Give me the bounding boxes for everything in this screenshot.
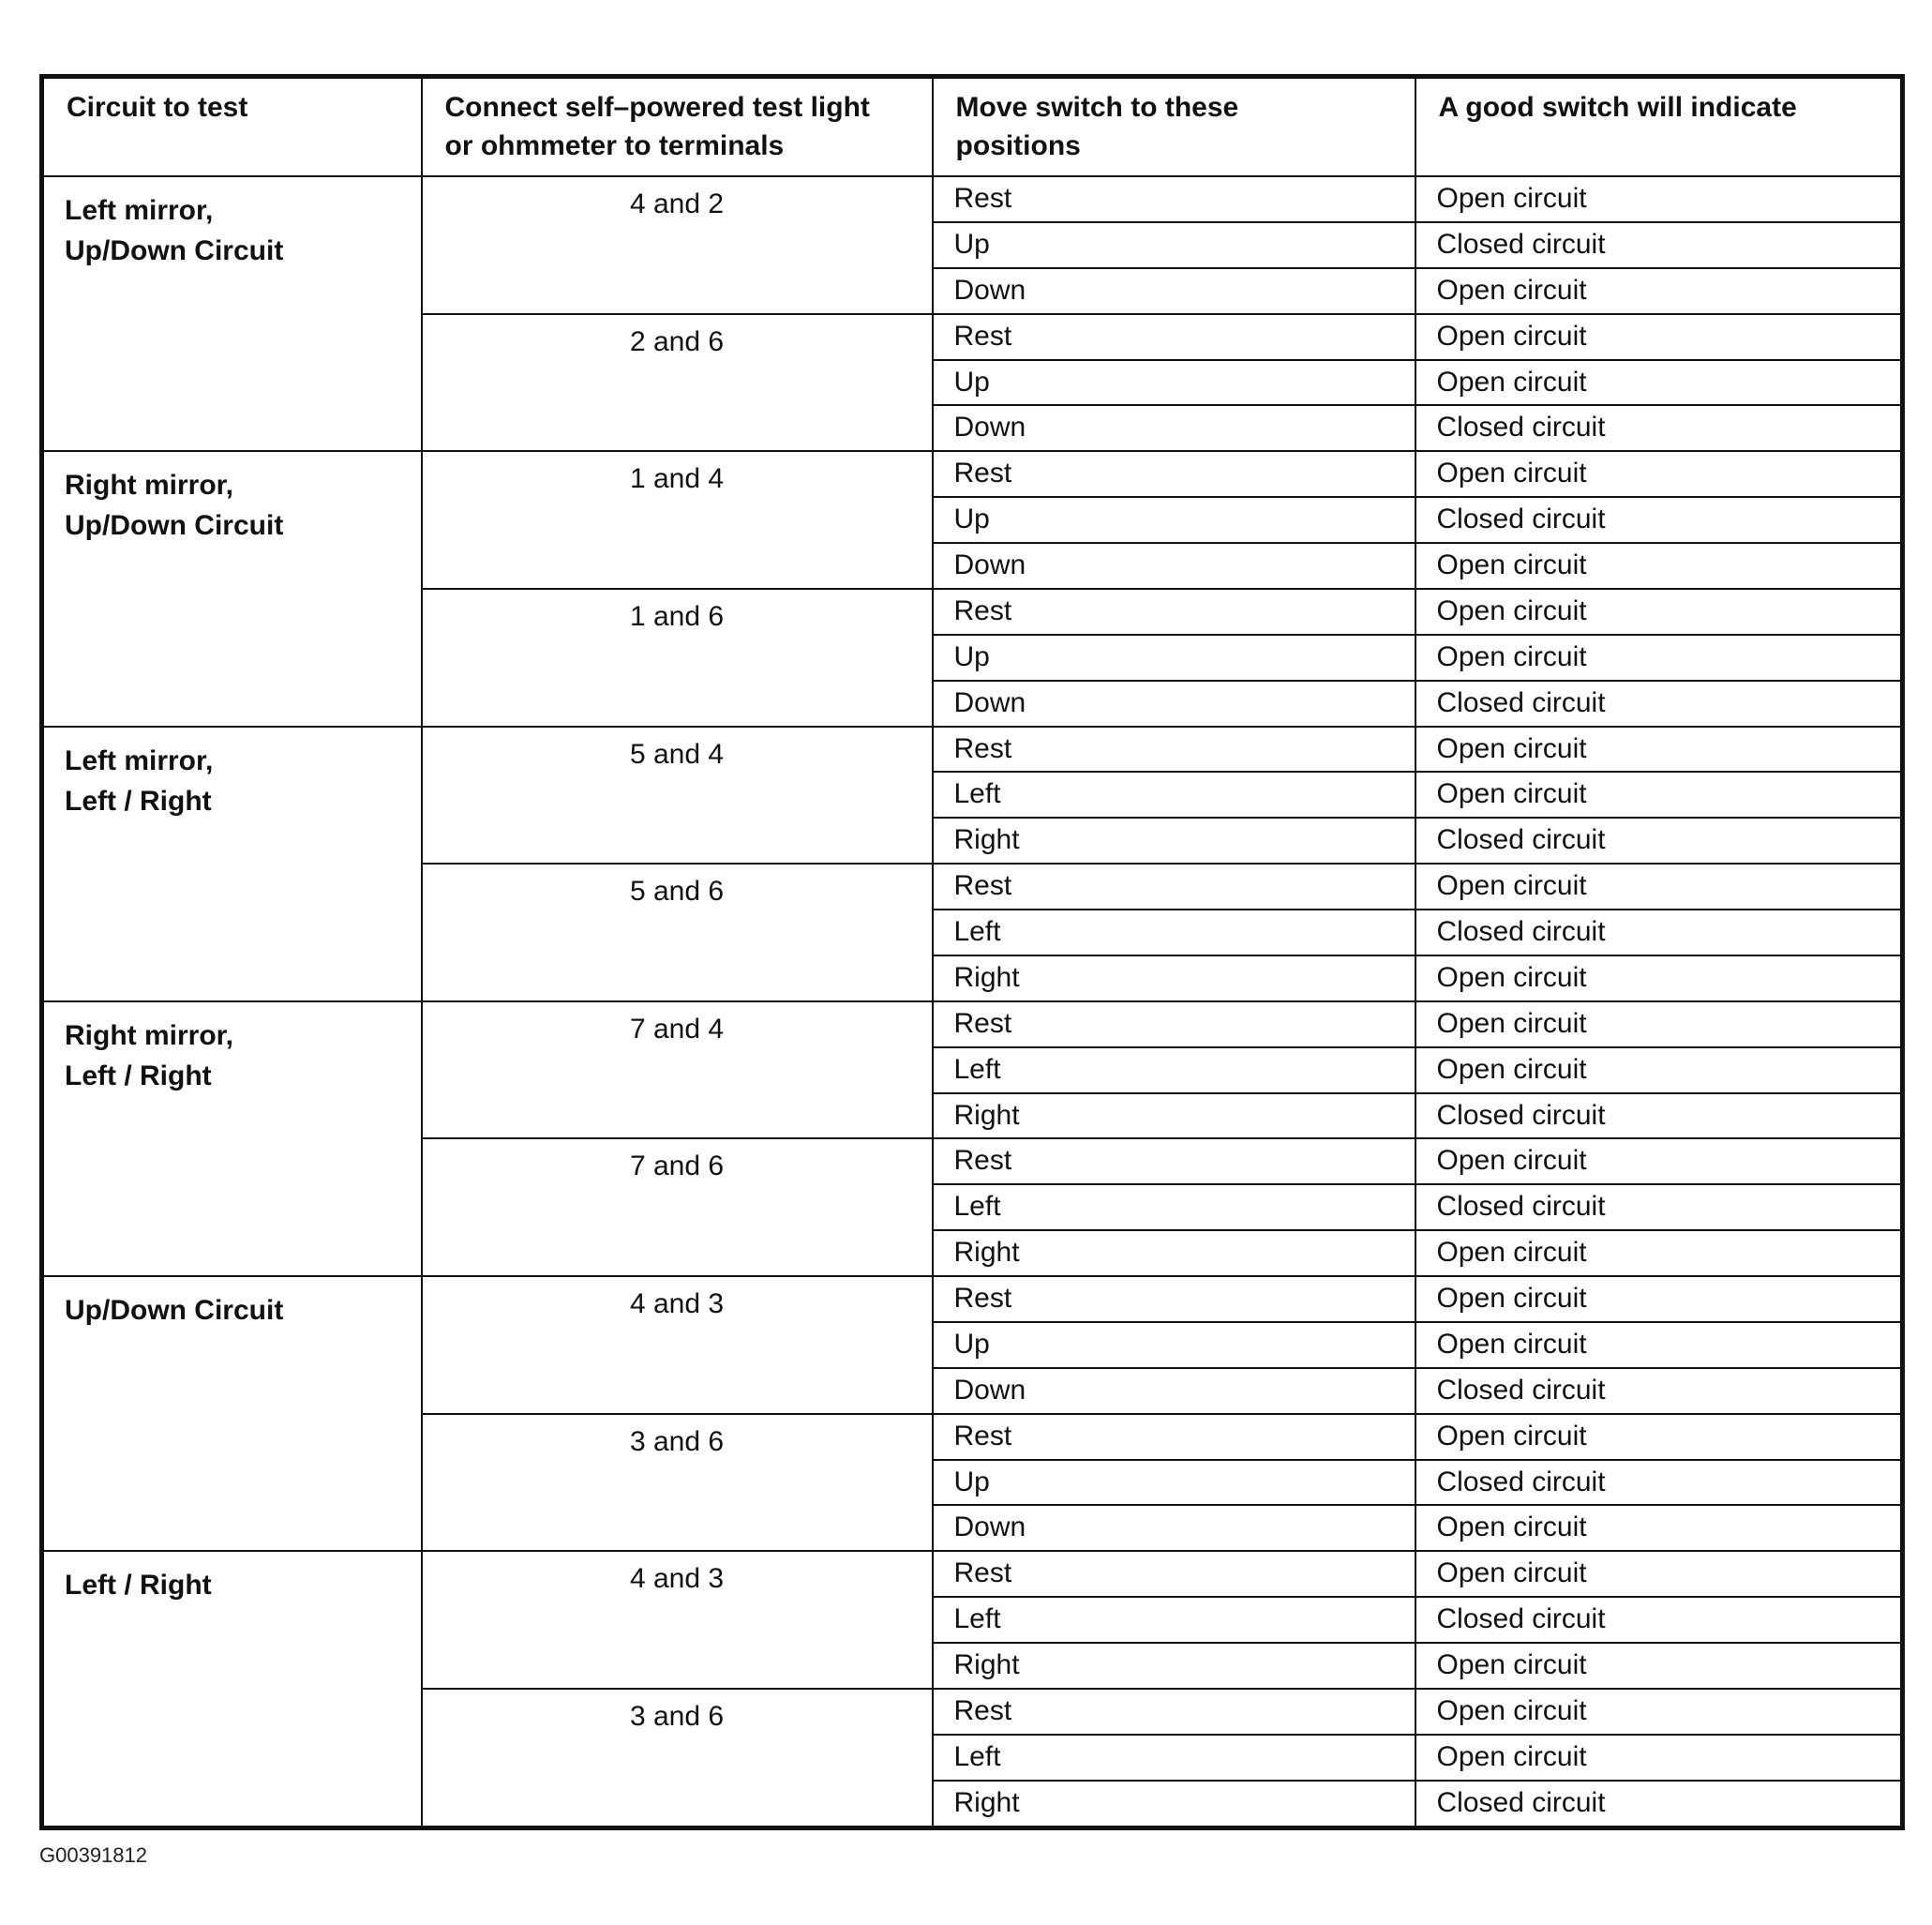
- position-cell: Down: [933, 543, 1415, 589]
- position-cell: Rest: [933, 864, 1415, 910]
- position-cell: Rest: [933, 1276, 1415, 1322]
- table-body: [42, 176, 1903, 1828]
- indication-cell: Closed circuit: [1415, 910, 1903, 955]
- terminals-cell: 5 and 6: [422, 864, 933, 1001]
- position-cell: Right: [933, 1093, 1415, 1139]
- circuit-cell: [42, 1276, 422, 1551]
- position-cell: Rest: [933, 1689, 1415, 1735]
- indication-cell: Open circuit: [1415, 314, 1903, 360]
- table-row: [42, 1276, 1903, 1322]
- header-row: [42, 77, 1903, 177]
- indication-cell: Closed circuit: [1415, 818, 1903, 864]
- circuit-cell: [42, 1551, 422, 1827]
- terminals-cell: 4 and 2: [422, 176, 933, 314]
- table-row: [42, 176, 1903, 222]
- indication-cell: Open circuit: [1415, 1001, 1903, 1047]
- circuit-label: Left mirror, Up/Down Circuit: [65, 195, 284, 266]
- circuit-label: Right mirror, Up/Down Circuit: [65, 470, 284, 542]
- position-cell: Up: [933, 1460, 1415, 1506]
- table-row: [42, 451, 1903, 497]
- indication-cell: Open circuit: [1415, 1551, 1903, 1597]
- position-cell: Rest: [933, 314, 1415, 360]
- terminals-cell: 1 and 6: [422, 589, 933, 727]
- indication-cell: Open circuit: [1415, 589, 1903, 635]
- header-circuit: Circuit to test: [42, 77, 422, 177]
- indication-cell: Open circuit: [1415, 864, 1903, 910]
- table-row: [42, 1001, 1903, 1047]
- position-cell: Rest: [933, 727, 1415, 773]
- position-cell: Rest: [933, 451, 1415, 497]
- indication-cell: Open circuit: [1415, 635, 1903, 681]
- position-cell: Left: [933, 910, 1415, 955]
- figure-id: G00391812: [39, 1843, 147, 1867]
- terminals-cell: 7 and 4: [422, 1001, 933, 1139]
- header-indication: A good switch will indicate: [1415, 77, 1903, 177]
- position-cell: Up: [933, 635, 1415, 681]
- position-cell: Rest: [933, 176, 1415, 222]
- circuit-cell: [42, 1001, 422, 1276]
- circuit-cell: [42, 176, 422, 451]
- position-cell: Rest: [933, 1138, 1415, 1184]
- indication-cell: Open circuit: [1415, 451, 1903, 497]
- indication-cell: Open circuit: [1415, 1414, 1903, 1460]
- indication-cell: Open circuit: [1415, 268, 1903, 314]
- position-cell: Right: [933, 1643, 1415, 1689]
- position-cell: Down: [933, 1505, 1415, 1551]
- position-cell: Left: [933, 1184, 1415, 1230]
- indication-cell: Open circuit: [1415, 727, 1903, 773]
- indication-cell: Open circuit: [1415, 955, 1903, 1001]
- position-cell: Right: [933, 818, 1415, 864]
- terminals-cell: 3 and 6: [422, 1414, 933, 1552]
- circuit-label: Up/Down Circuit: [65, 1295, 284, 1326]
- indication-cell: Open circuit: [1415, 1689, 1903, 1735]
- terminals-cell: 5 and 4: [422, 727, 933, 865]
- indication-cell: Open circuit: [1415, 1322, 1903, 1368]
- indication-cell: Closed circuit: [1415, 1184, 1903, 1230]
- header-terminals: Connect self–powered test light or ohmmeter to terminals: [422, 77, 933, 177]
- position-cell: Rest: [933, 1001, 1415, 1047]
- position-cell: Rest: [933, 1414, 1415, 1460]
- position-cell: Up: [933, 360, 1415, 406]
- indication-cell: Open circuit: [1415, 1047, 1903, 1093]
- position-cell: Rest: [933, 589, 1415, 635]
- position-cell: Right: [933, 955, 1415, 1001]
- indication-cell: Closed circuit: [1415, 222, 1903, 268]
- indication-cell: Open circuit: [1415, 543, 1903, 589]
- position-cell: Down: [933, 1368, 1415, 1414]
- indication-cell: Closed circuit: [1415, 1781, 1903, 1828]
- circuit-label: Left / Right: [65, 1570, 212, 1602]
- position-cell: Left: [933, 1597, 1415, 1643]
- terminals-cell: 7 and 6: [422, 1138, 933, 1276]
- header-positions: Move switch to these positions: [933, 77, 1415, 177]
- terminals-cell: 1 and 4: [422, 451, 933, 589]
- terminals-cell: 2 and 6: [422, 314, 933, 452]
- switch-test-table: [39, 74, 1905, 1830]
- terminals-cell: 3 and 6: [422, 1689, 933, 1828]
- position-cell: Left: [933, 772, 1415, 818]
- position-cell: Left: [933, 1735, 1415, 1781]
- terminals-cell: 4 and 3: [422, 1551, 933, 1689]
- position-cell: Down: [933, 268, 1415, 314]
- circuit-cell: [42, 451, 422, 726]
- indication-cell: Closed circuit: [1415, 1460, 1903, 1506]
- position-cell: Up: [933, 497, 1415, 543]
- indication-cell: Open circuit: [1415, 1138, 1903, 1184]
- indication-cell: Closed circuit: [1415, 497, 1903, 543]
- position-cell: Up: [933, 1322, 1415, 1368]
- indication-cell: Open circuit: [1415, 1735, 1903, 1781]
- indication-cell: Closed circuit: [1415, 405, 1903, 451]
- indication-cell: Open circuit: [1415, 772, 1903, 818]
- position-cell: Down: [933, 405, 1415, 451]
- position-cell: Up: [933, 222, 1415, 268]
- position-cell: Rest: [933, 1551, 1415, 1597]
- position-cell: Right: [933, 1781, 1415, 1828]
- circuit-label: Right mirror, Left / Right: [65, 1019, 234, 1091]
- table-row: [42, 727, 1903, 773]
- position-cell: Down: [933, 681, 1415, 727]
- circuit-cell: [42, 727, 422, 1001]
- indication-cell: Closed circuit: [1415, 1368, 1903, 1414]
- indication-cell: Open circuit: [1415, 1230, 1903, 1276]
- position-cell: Right: [933, 1230, 1415, 1276]
- indication-cell: Open circuit: [1415, 1505, 1903, 1551]
- circuit-label: Left mirror, Left / Right: [65, 744, 214, 817]
- table-row: [42, 1551, 1903, 1597]
- terminals-cell: 4 and 3: [422, 1276, 933, 1414]
- indication-cell: Open circuit: [1415, 1276, 1903, 1322]
- indication-cell: Open circuit: [1415, 1643, 1903, 1689]
- indication-cell: Open circuit: [1415, 360, 1903, 406]
- indication-cell: Closed circuit: [1415, 1597, 1903, 1643]
- position-cell: Left: [933, 1047, 1415, 1093]
- indication-cell: Closed circuit: [1415, 681, 1903, 727]
- indication-cell: Closed circuit: [1415, 1093, 1903, 1139]
- indication-cell: Open circuit: [1415, 176, 1903, 222]
